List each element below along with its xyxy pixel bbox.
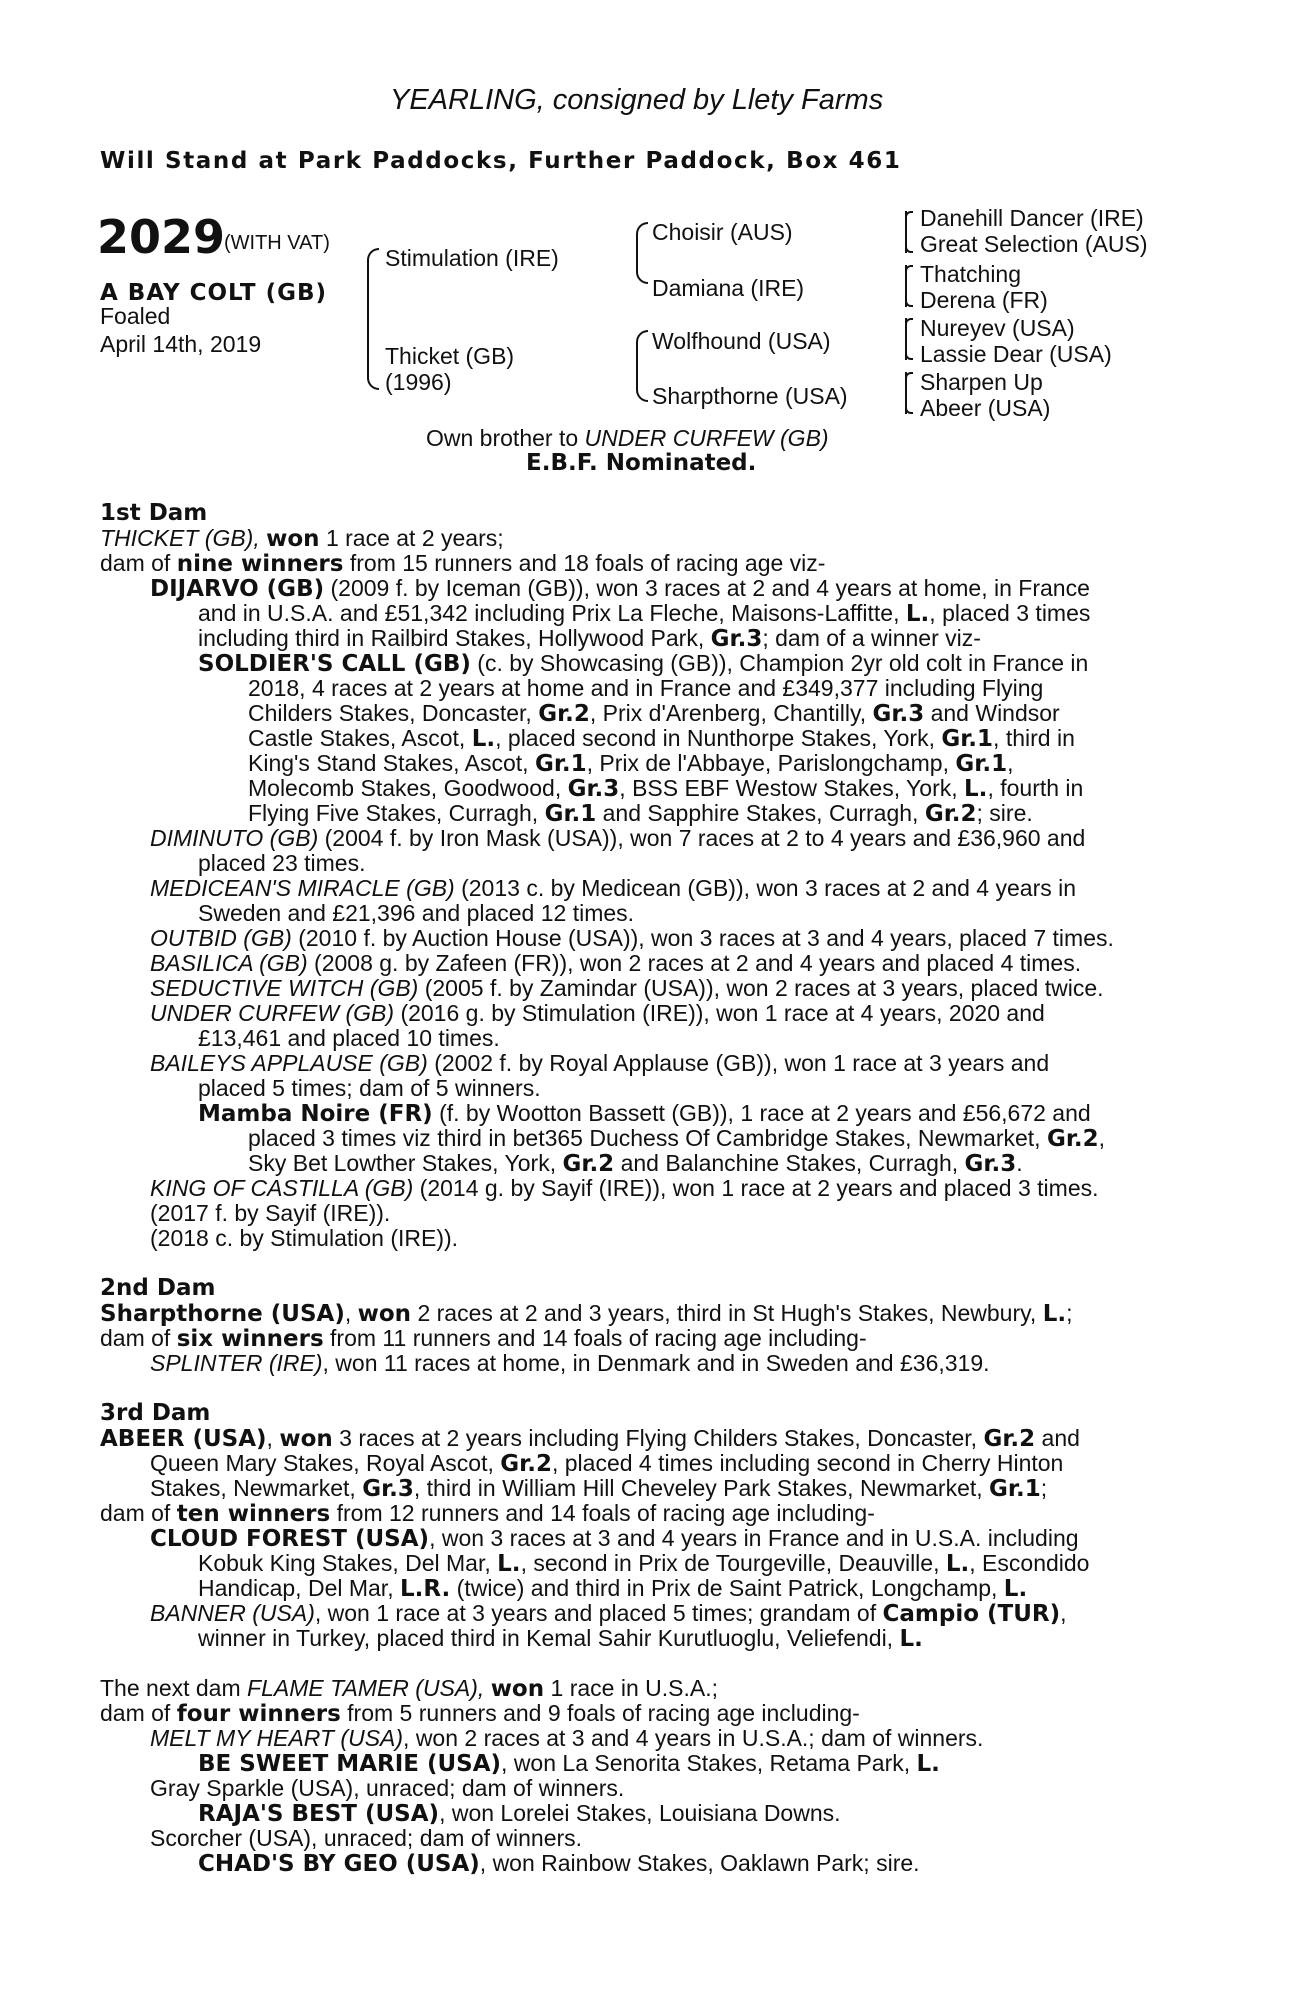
- dijarvo-entry: DIJARVO (GB) (2009 f. by Iceman (GB)), won 3 races at 2 and 4 years at home, in France: [150, 575, 1090, 602]
- lot-number: 2029: [97, 210, 226, 264]
- soldiers-call-line6: Molecomb Stakes, Goodwood, Gr.3, BSS EBF Westow Stakes, York, L., fourth in: [248, 775, 1084, 802]
- vat-label: (WITH VAT): [224, 232, 330, 254]
- foal-2018: (2018 c. by Stimulation (IRE)).: [150, 1225, 459, 1251]
- stand-location: Will Stand at Park Paddocks, Further Paddock, Box 461: [100, 148, 902, 174]
- medicean-entry: MEDICEAN'S MIRACLE (GB) (2013 c. by Medicean (GB)), won 3 races at 2 and 4 years in: [150, 875, 1077, 901]
- dam-sire: Wolfhound (USA): [652, 328, 831, 354]
- foaled-date: April 14th, 2019: [100, 331, 262, 357]
- first-dam-heading: 1st Dam: [100, 500, 208, 526]
- nextdam-line2: dam of four winners from 5 runners and 9 foals of racing age including-: [100, 1700, 860, 1727]
- mamba-noire-line2: placed 3 times viz third in bet365 Duchess Of Cambridge Stakes, Newmarket, Gr.2,: [248, 1125, 1106, 1152]
- sire: Stimulation (IRE): [385, 245, 559, 271]
- banner-entry: BANNER (USA), won 1 race at 3 years and placed 5 times; grandam of Campio (TUR),: [150, 1600, 1067, 1627]
- ped-g3-4: Derena (FR): [920, 287, 1048, 313]
- pedigree-brace-dam: [636, 330, 646, 402]
- king-of-castilla-entry: KING OF CASTILLA (GB) (2014 g. by Sayif (IRE)), won 1 race at 2 years and placed 3 times.: [150, 1175, 1099, 1201]
- mamba-noire-line3: Sky Bet Lowther Stakes, York, Gr.2 and Balanchine Stakes, Curragh, Gr.3.: [248, 1150, 1023, 1177]
- page-title: YEARLING, consigned by Llety Farms: [390, 84, 884, 116]
- gray-sparkle-entry: Gray Sparkle (USA), unraced; dam of winners.: [150, 1775, 625, 1801]
- soldiers-call-line3: Childers Stakes, Doncaster, Gr.2, Prix d'Arenberg, Chantilly, Gr.3 and Windsor: [248, 700, 1060, 727]
- pedigree-brace-g3-1: [905, 211, 907, 253]
- basilica-entry: BASILICA (GB) (2008 g. by Zafeen (FR)), won 2 races at 2 and 4 years and placed 4 times.: [150, 950, 1082, 976]
- dam1-line2: dam of nine winners from 15 runners and 18 foals of racing age viz-: [100, 550, 826, 577]
- dam3-line3: Stakes, Newmarket, Gr.3, third in William Hill Cheveley Park Stakes, Newmarket, Gr.1;: [150, 1475, 1048, 1502]
- ped-g3-1: Danehill Dancer (IRE): [920, 205, 1144, 231]
- dijarvo-line2: and in U.S.A. and £51,342 including Prix La Fleche, Maisons-Laffitte, L., placed 3 times: [198, 600, 1091, 627]
- cloud-forest-line2: Kobuk King Stakes, Del Mar, L., second in Prix de Tourgeville, Deauville, L., Escondido: [198, 1550, 1090, 1577]
- dam3-line4: dam of ten winners from 12 runners and 14 foals of racing age including-: [100, 1500, 875, 1527]
- pedigree-brace-g3-2: [905, 265, 907, 307]
- outbid-entry: OUTBID (GB) (2010 f. by Auction House (USA)), won 3 races at 3 and 4 years, placed 7 times.: [150, 925, 1114, 951]
- dam-year: (1996): [385, 369, 452, 395]
- ped-g3-8: Abeer (USA): [920, 395, 1051, 421]
- under-curfew-entry: UNDER CURFEW (GB) (2016 g. by Stimulation (IRE)), won 1 race at 4 years, 2020 and: [150, 1000, 1045, 1026]
- diminuto-line2: placed 23 times.: [198, 850, 366, 876]
- ebf-nominated: E.B.F. Nominated.: [526, 450, 757, 476]
- dam3-line2: Queen Mary Stakes, Royal Ascot, Gr.2, placed 4 times including second in Cherry Hinton: [150, 1450, 1064, 1477]
- chads-by-geo-entry: CHAD'S BY GEO (USA), won Rainbow Stakes, Oaklawn Park; sire.: [198, 1850, 920, 1877]
- foal-2017: (2017 f. by Sayif (IRE)).: [150, 1200, 391, 1226]
- scorcher-entry: Scorcher (USA), unraced; dam of winners.: [150, 1825, 583, 1851]
- dam: Thicket (GB): [385, 343, 515, 369]
- ped-g3-3: Thatching: [920, 261, 1022, 287]
- pedigree-brace-main: [367, 248, 377, 390]
- splinter-entry: SPLINTER (IRE), won 11 races at home, in Denmark and in Sweden and £36,319.: [150, 1350, 990, 1376]
- nextdam-line1: The next dam FLAME TAMER (USA), won 1 race in U.S.A.;: [100, 1675, 718, 1702]
- diminuto-entry: DIMINUTO (GB) (2004 f. by Iron Mask (USA)), won 7 races at 2 to 4 years and £36,960 and: [150, 825, 1086, 851]
- ped-g3-5: Nureyev (USA): [920, 315, 1075, 341]
- foaled-label: Foaled: [100, 303, 171, 329]
- ped-g3-6: Lassie Dear (USA): [920, 341, 1112, 367]
- dam-dam: Sharpthorne (USA): [652, 383, 848, 409]
- dam2-line2: dam of six winners from 11 runners and 14 foals of racing age including-: [100, 1325, 867, 1352]
- lot-name: A BAY COLT (GB): [100, 280, 328, 306]
- soldiers-call-line7: Flying Five Stakes, Curragh, Gr.1 and Sapphire Stakes, Curragh, Gr.2; sire.: [248, 800, 1033, 827]
- sire-sire: Choisir (AUS): [652, 219, 793, 245]
- baileys-applause-line2: placed 5 times; dam of 5 winners.: [198, 1075, 541, 1101]
- own-brother-note: Own brother to UNDER CURFEW (GB): [426, 425, 829, 451]
- seductive-witch-entry: SEDUCTIVE WITCH (GB) (2005 f. by Zamindar (USA)), won 2 races at 3 years, placed twice.: [150, 975, 1104, 1001]
- dam3-line1: ABEER (USA), won 3 races at 2 years including Flying Childers Stakes, Doncaster, Gr.2 and: [100, 1425, 1080, 1452]
- dijarvo-line3: including third in Railbird Stakes, Hollywood Park, Gr.3; dam of a winner viz-: [198, 625, 981, 652]
- cloud-forest-line3: Handicap, Del Mar, L.R. (twice) and third in Prix de Saint Patrick, Longchamp, L.: [198, 1575, 1028, 1602]
- soldiers-call-line5: King's Stand Stakes, Ascot, Gr.1, Prix de l'Abbaye, Parislongchamp, Gr.1,: [248, 750, 1014, 777]
- cloud-forest-entry: CLOUD FOREST (USA), won 3 races at 3 and 4 years in France and in U.S.A. including: [150, 1525, 1079, 1552]
- soldiers-call-line2: 2018, 4 races at 2 years at home and in France and £349,377 including Flying: [248, 675, 1044, 701]
- melt-my-heart-entry: MELT MY HEART (USA), won 2 races at 3 and 4 years in U.S.A.; dam of winners.: [150, 1725, 984, 1751]
- sire-dam: Damiana (IRE): [652, 275, 805, 301]
- under-curfew-line2: £13,461 and placed 10 times.: [198, 1025, 500, 1051]
- second-dam-heading: 2nd Dam: [100, 1275, 216, 1301]
- soldiers-call-line4: Castle Stakes, Ascot, L., placed second in Nunthorpe Stakes, York, Gr.1, third in: [248, 725, 1075, 752]
- soldiers-call-entry: SOLDIER'S CALL (GB) (c. by Showcasing (GB)), Champion 2yr old colt in France in: [198, 650, 1089, 677]
- be-sweet-marie-entry: BE SWEET MARIE (USA), won La Senorita Stakes, Retama Park, L.: [198, 1750, 940, 1777]
- third-dam-heading: 3rd Dam: [100, 1400, 211, 1426]
- medicean-line2: Sweden and £21,396 and placed 12 times.: [198, 900, 635, 926]
- dam2-line1: Sharpthorne (USA), won 2 races at 2 and 3 years, third in St Hugh's Stakes, Newbury, L.;: [100, 1300, 1073, 1327]
- rajas-best-entry: RAJA'S BEST (USA), won Lorelei Stakes, Louisiana Downs.: [198, 1800, 841, 1827]
- pedigree-brace-sire: [636, 222, 646, 284]
- ped-g3-7: Sharpen Up: [920, 369, 1043, 395]
- dam1-line1: THICKET (GB), won 1 race at 2 years;: [100, 525, 504, 552]
- pedigree-brace-g3-3: [905, 318, 907, 360]
- banner-line2: winner in Turkey, placed third in Kemal Sahir Kurutluoglu, Veliefendi, L.: [198, 1625, 923, 1652]
- pedigree-brace-g3-4: [905, 372, 907, 414]
- baileys-applause-entry: BAILEYS APPLAUSE (GB) (2002 f. by Royal Applause (GB)), won 1 race at 3 years and: [150, 1050, 1050, 1076]
- ped-g3-2: Great Selection (AUS): [920, 231, 1148, 257]
- mamba-noire-entry: Mamba Noire (FR) (f. by Wootton Bassett (GB)), 1 race at 2 years and £56,672 and: [198, 1100, 1091, 1127]
